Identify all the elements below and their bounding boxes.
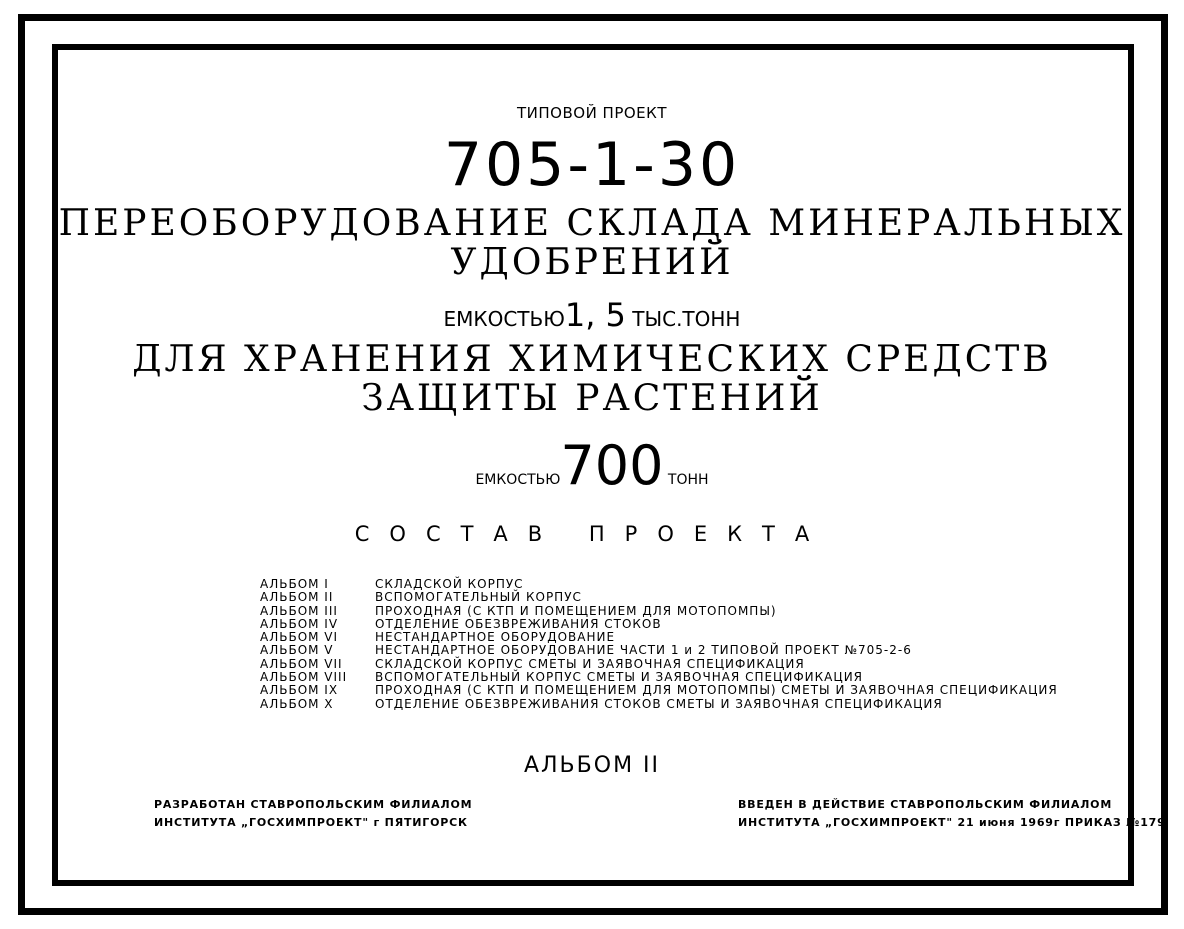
album-desc: ВСПОМОГАТЕЛЬНЫЙ КОРПУС — [375, 590, 582, 605]
block1-capacity-suffix: ТЫС.ТОНН — [632, 307, 741, 331]
album-row — [260, 671, 1058, 684]
enactment-note — [738, 796, 1166, 832]
album-label: АЛЬБОМ III — [260, 603, 338, 618]
album-desc: ОТДЕЛЕНИЕ ОБЕЗВРЕЖИВАНИЯ СТОКОВ — [375, 616, 662, 631]
album-label: АЛЬБОМ IX — [260, 683, 339, 698]
album-row — [260, 618, 1058, 631]
album-label: АЛЬБОМ VIII — [260, 670, 348, 685]
block1-capacity — [0, 296, 1184, 334]
album-row — [260, 644, 1058, 657]
developer-note-line2: ИНСТИТУТА „ГОСХИМПРОЕКТ" г ПЯТИГОРСК — [154, 816, 468, 829]
album-list — [260, 578, 1058, 711]
enactment-note-line2: ИНСТИТУТА „ГОСХИМПРОЕКТ" 21 июня 1969г ПРИКАЗ №179 — [738, 816, 1166, 829]
block1-capacity-prefix: ЕМКОСТЬЮ — [443, 307, 565, 331]
block2-capacity — [0, 434, 1184, 497]
album-row — [260, 698, 1058, 711]
developer-note — [154, 796, 472, 832]
album-row — [260, 684, 1058, 697]
album-desc: НЕСТАНДАРТНОЕ ОБОРУДОВАНИЕ — [375, 630, 616, 645]
album-label: АЛЬБОМ V — [260, 643, 334, 658]
block2-title-line1: ДЛЯ ХРАНЕНИЯ ХИМИЧЕСКИХ СРЕДСТВ — [132, 339, 1052, 380]
album-label: АЛЬБОМ VI — [260, 630, 339, 645]
album-row — [260, 605, 1058, 618]
album-desc: ВСПОМОГАТЕЛЬНЫЙ КОРПУС СМЕТЫ И ЗАЯВОЧНАЯ СПЕЦИФИКАЦИЯ — [375, 670, 864, 685]
album-desc: НЕСТАНДАРТНОЕ ОБОРУДОВАНИЕ ЧАСТИ 1 и 2 ТИПОВОЙ ПРОЕКТ №705-2-6 — [375, 643, 912, 658]
block1-capacity-value: 1, 5 — [564, 296, 626, 334]
album-desc: ПРОХОДНАЯ (С КТП И ПОМЕЩЕНИЕМ ДЛЯ МОТОПОМПЫ) СМЕТЫ И ЗАЯВОЧНАЯ СПЕЦИФИКАЦИЯ — [375, 683, 1058, 698]
album-label: АЛЬБОМ X — [260, 696, 334, 711]
album-desc: СКЛАДСКОЙ КОРПУС — [375, 577, 524, 591]
album-label: АЛЬБОМ II — [260, 590, 334, 605]
block2-capacity-value: 700 — [560, 434, 664, 497]
developer-note-line1: РАЗРАБОТАН СТАВРОПОЛЬСКИМ ФИЛИАЛОМ — [154, 798, 473, 811]
composition-title: СОСТАВ ПРОЕКТА — [354, 522, 830, 546]
album-desc: СКЛАДСКОЙ КОРПУС СМЕТЫ И ЗАЯВОЧНАЯ СПЕЦИФИКАЦИЯ — [375, 656, 805, 671]
block2-capacity-prefix: ЕМКОСТЬЮ — [475, 472, 561, 488]
album-desc: ПРОХОДНАЯ (С КТП И ПОМЕЩЕНИЕМ ДЛЯ МОТОПОМПЫ) — [375, 603, 777, 618]
project-number: 705-1-30 — [443, 130, 741, 200]
block2-title-line2: ЗАЩИТЫ РАСТЕНИЙ — [361, 378, 823, 419]
block1-title-line1: ПЕРЕОБОРУДОВАНИЕ СКЛАДА МИНЕРАЛЬНЫХ — [58, 203, 1126, 244]
album-desc: ОТДЕЛЕНИЕ ОБЕЗВРЕЖИВАНИЯ СТОКОВ СМЕТЫ И ЗАЯВОЧНАЯ СПЕЦИФИКАЦИЯ — [375, 696, 943, 711]
album-label: АЛЬБОМ VII — [260, 656, 343, 671]
block1-title-line2: УДОБРЕНИЙ — [450, 242, 734, 283]
block2-capacity-suffix: ТОНН — [667, 472, 709, 488]
document-type: ТИПОВОЙ ПРОЕКТ — [517, 104, 667, 122]
album-label: АЛЬБОМ I — [260, 577, 329, 591]
enactment-note-line1: ВВЕДЕН В ДЕЙСТВИЕ СТАВРОПОЛЬСКИМ ФИЛИАЛОМ — [738, 798, 1113, 811]
album-row — [260, 591, 1058, 604]
current-album: АЛЬБОМ II — [523, 753, 661, 778]
album-label: АЛЬБОМ IV — [260, 616, 339, 631]
